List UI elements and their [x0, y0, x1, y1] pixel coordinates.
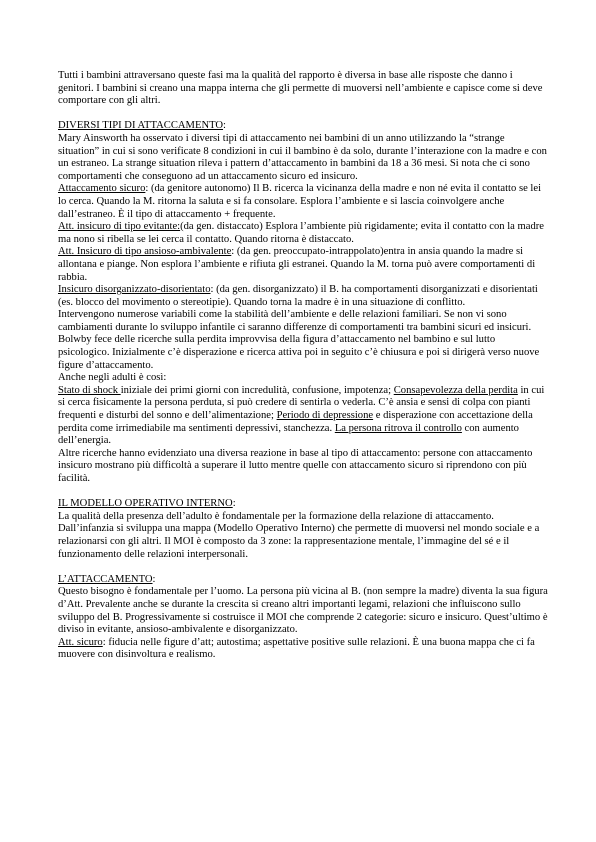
depressione-label: Periodo di depressione — [276, 410, 374, 422]
section-heading-attaccamento — [58, 574, 548, 587]
paragraph-gap — [58, 108, 548, 121]
section-heading-attaccamento-text: L’ATTACCAMENTO — [58, 573, 153, 585]
modello-paragraph: La qualità della presenza dell’adulto è fondamentale per la formazione della relazione di attaccamento. Dall’infanzia si sviluppa una mappa (Modello Operativo Interno) che permette di muoversi nel mondo sociale e a relazionarsi con gli altri. Il MOI è composto da 3 zone: la rappresentazione mentale, l’immagine del sé e il funzionamento delle relazioni interpersonali. — [58, 510, 540, 560]
evitante-label: Att. insicuro di tipo evitante: — [58, 221, 181, 233]
section-heading-modello — [58, 498, 548, 511]
adulti-paragraph: Anche negli adulti è così: — [58, 372, 167, 384]
controllo-text: con aumento dell’energia. — [58, 422, 519, 447]
paragraph-gap — [58, 561, 548, 574]
paragraph-gap — [58, 486, 548, 499]
attaccamento-paragraph: Questo bisogno è fondamentale per l’uomo. La persona più vicina al B. (non sempre la madre) diventa la sua figura d’Att. Prevalente anche se durante la crescita si creano altri importanti legami, relazioni che influiscono sullo sviluppo del B. Progressivamente si costruisce il MOI che comprende 2 categorie: sicuro e insicuro. Quest’ultimo è diviso in evitante, ansioso-ambivalente e disorganizzato. — [58, 586, 548, 636]
sicuro-text: : (da genitore autonomo) Il B. ricerca la vicinanza della madre e non né evita il contatto se lei lo cerca. Quando la M. ritorna la saluta e si fa consolare. Esplora l’ambiente e si lascia coinvolgere anche dall’estraneo. È il tipo di attaccamento + frequente. — [58, 183, 542, 220]
altre-ricerche-paragraph: Altre ricerche hanno evidenziato una diversa reazione in base al tipo di attaccamento: persone con attaccamento insicuro mostrano più difficoltà a superare il lutto mentre quelle con attaccamento sicuro si riprendono con più facilità. — [58, 447, 533, 484]
sicuro-paragraph — [58, 183, 548, 221]
disorganizzato-label: Insicuro disorganizzato-disorientato — [58, 284, 211, 296]
controllo-label: La persona ritrova il controllo — [334, 422, 462, 434]
heading-colon: : — [223, 120, 226, 132]
heading-colon: : — [232, 498, 236, 510]
section-heading-modello-text: IL MODELLO OPERATIVO INTERNO — [58, 498, 233, 510]
depressione-text: e disperazione con accettazione della perdita come irrimediabile ma sentimenti depressivi, stanchezza. — [58, 410, 533, 434]
sicuro-label: Attaccamento sicuro — [58, 183, 146, 195]
heading-colon: : — [152, 573, 156, 585]
ainsworth-paragraph: Mary Ainsworth ha osservato i diversi tipi di attaccamento nei bambini di un anno utilizzando la “strange situation” in cui si sono verificate 8 condizioni in cui il bambino è da solo, durante l’interazione con la madre e con un estraneo. La strange situation rileva i pattern d’attaccamento in bambini da 18 a 36 mesi. Si nota che ci sono comportamenti che conseguono ad un attaccamento sicuro ed insicuro. — [58, 132, 547, 182]
intro-paragraph: Tutti i bambini attraversano queste fasi ma la qualità del rapporto è diversa in base alle risposte che danno i genitori. I bambini si creano una mappa interna che gli permette di muoversi nell’ambiente e capisce come si deve comportare con gli altri. — [58, 70, 543, 107]
att-sicuro-label: Att. sicuro — [58, 636, 103, 648]
att-sicuro-paragraph — [58, 637, 548, 662]
section-heading-tipi-text: DIVERSI TIPI DI ATTACCAMENTO — [58, 120, 224, 132]
att-sicuro-text: : fiducia nelle figure d’att; autostima; aspettative positive sulle relazioni. È una buona mappa che ci fa muovere con disinvoltura e realismo. — [58, 636, 535, 661]
consapevolezza-text: in cui si cerca fisicamente la persona perduta, si può credere di sentirla o vederla. C’è ansia e sensi di colpa con pianti frequenti e disturbi del sonno e dell’alimentazione; — [58, 384, 545, 422]
bolwby-paragraph: Bolwby fece delle ricerche sulla perdita improvvisa della figura d’attaccamento nel bambino e sul lutto psicologico. Inizialmente c’è disperazione e ricerca attiva poi in seguito c’è chiusura e poi si dirigerà verso nuove figure d’attaccamento. — [58, 334, 540, 371]
shock-text: iniziale dei primi giorni con incredulità, confusione, impotenza; — [120, 384, 394, 396]
ambivalente-label: Att. Insicuro di tipo ansioso-ambivalente — [58, 246, 232, 258]
lutto-phases-paragraph — [58, 385, 548, 448]
evitante-paragraph — [58, 221, 548, 246]
document-page — [58, 70, 548, 662]
evitante-text: (da gen. distaccato) Esplora l’ambiente più rigidamente; evita il contatto con la madre ma nono si ribella se lei cerca il contatto. Quando ritorna è distaccato. — [58, 221, 544, 245]
section-heading-tipi — [58, 120, 548, 133]
consapevolezza-label: Consapevolezza della perdita — [393, 384, 518, 396]
shock-label: Stato di shock — [58, 384, 121, 396]
ambivalente-paragraph — [58, 246, 548, 284]
disorganizzato-text: : (da gen. disorganizzato) il B. ha comportamenti disorganizzati e disorientati (es. blocco del movimento o stereotipie). Quando torna la madre è in una situazione di conflitto. — [58, 284, 538, 308]
ambivalente-text: : (da gen. preoccupato-intrappolato)entra in ansia quando la madre si allontana e piange. Non esplora l’ambiente e rifiuta gli estranei. Quando la M. torna può avere comportamenti di rabbia. — [58, 246, 536, 283]
disorganizzato-paragraph — [58, 284, 548, 309]
variabili-paragraph: Intervengono numerose variabili come la stabilità dell’ambiente e delle relazioni familiari. Se non vi sono cambiamenti durante lo sviluppo infantile ci saranno differenze di comportamenti tra bambini sicuri ed insicuri. — [58, 309, 532, 333]
